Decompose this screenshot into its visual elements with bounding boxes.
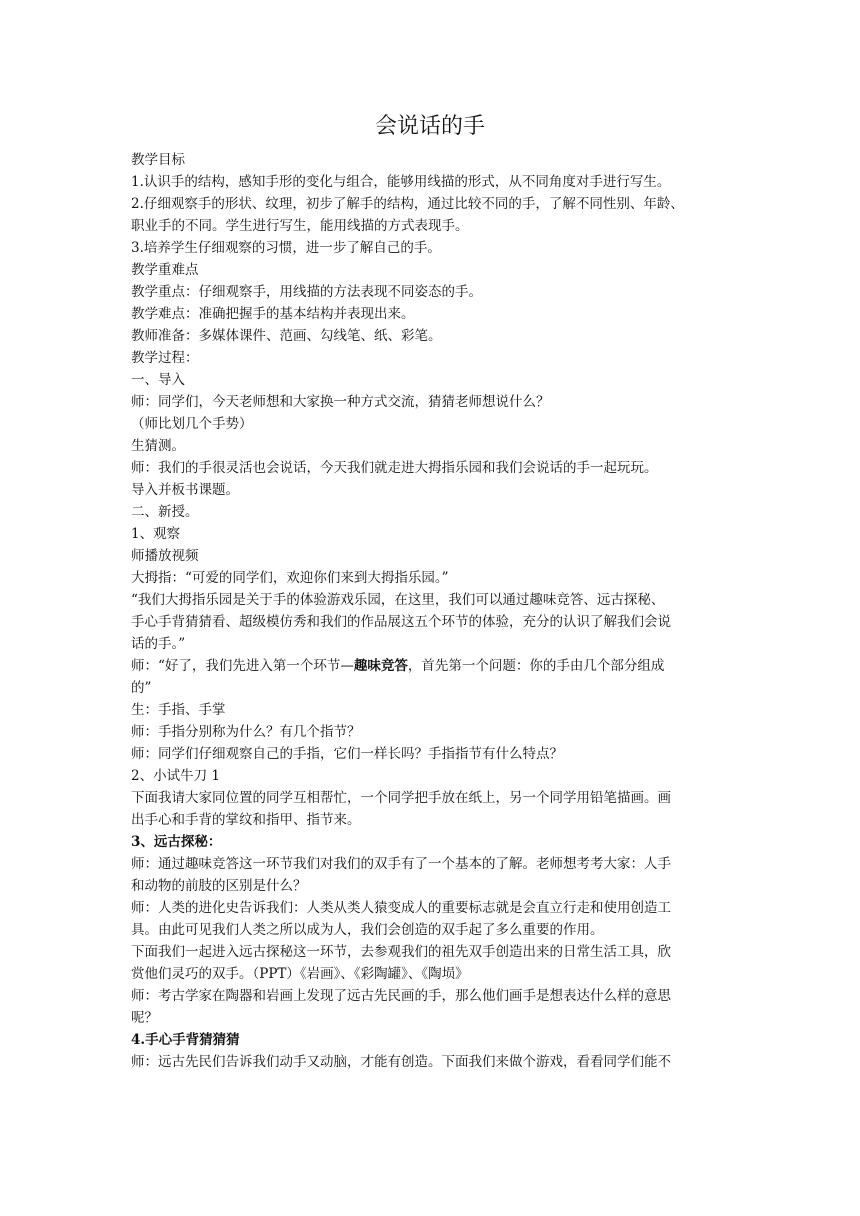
paragraph-line: 导入并板书课题。	[131, 482, 239, 498]
line-text: 师：“好了，我们先进入第一个环节—	[131, 658, 354, 674]
document-title: 会说话的手	[374, 114, 485, 139]
paragraph-line: 师：手指分别称为什么？有几个指节？	[131, 724, 361, 740]
document-body	[131, 149, 732, 1073]
paragraph-line: 2.仔细观察手的形状、纹理，初步了解手的结构，通过比较不同的手，了解不同性别、年龄、	[131, 196, 684, 212]
paragraph-line: 师：考古学家在陶器和岩画上发现了远古先民画的手，那么他们画手是想表达什么样的意思	[131, 988, 671, 1004]
section-heading: 2、小试牛刀 1	[131, 768, 220, 784]
paragraph-line: 下面我请大家同位置的同学互相帮忙，一个同学把手放在纸上，另一个同学用铅笔描画。画	[131, 790, 671, 806]
paragraph-line: 和动物的前肢的区别是什么？	[131, 878, 307, 894]
paragraph-line: 生猜测。	[131, 438, 185, 454]
paragraph-line: 师：同学们，今天老师想和大家换一种方式交流，猜猜老师想说什么？	[131, 394, 550, 410]
paragraph-line: “我们大拇指乐园是关于手的体验游戏乐园，在这里，我们可以通过趣味竞答、远古探秘、	[131, 592, 665, 608]
paragraph-line: （师比划几个手势）	[131, 416, 253, 432]
paragraph-line: 话的手。”	[131, 636, 186, 652]
paragraph-line: 师：远古先民们告诉我们动手又动脑，才能有创造。下面我们来做个游戏，看看同学们能不	[131, 1054, 671, 1070]
paragraph-line: 生：手指、手掌	[131, 702, 226, 718]
bold-term: 趣味竞答	[353, 658, 408, 674]
section-heading: 1、观察	[131, 526, 181, 542]
paragraph-line: 大拇指：“可爱的同学们，欢迎你们来到大拇指乐园。”	[131, 570, 449, 586]
paragraph-line: 1.认识手的结构，感知手形的变化与组合，能够用线描的形式，从不同角度对手进行写生。	[131, 174, 671, 190]
section-heading-bold: 3、远古探秘：	[131, 834, 222, 850]
paragraph-line: 赏他们灵巧的双手。（PPT）《岩画》、《彩陶罐》、《陶埙》	[131, 966, 469, 982]
paragraph-line: 出手心和手背的掌纹和指甲、指节来。	[131, 812, 361, 828]
paragraph-line: 手心手背猜猜看、超级模仿秀和我们的作品展这五个环节的体验，充分的认识了解我们会说	[131, 614, 671, 630]
paragraph-line: 呢？	[131, 1010, 158, 1026]
section-heading: 教学过程：	[131, 350, 199, 366]
paragraph-line: 师：通过趣味竞答这一环节我们对我们的双手有了一个基本的了解。老师想考考大家：人手	[131, 856, 671, 872]
paragraph-line: 下面我们一起进入远古探秘这一环节，去参观我们的祖先双手创造出来的日常生活工具，欣	[131, 944, 671, 960]
section-heading: 二、新授。	[131, 504, 199, 520]
paragraph-line: 的”	[131, 680, 152, 696]
paragraph-line: 教学难点：准确把握手的基本结构并表现出来。	[131, 306, 415, 322]
section-heading: 教学目标	[131, 152, 185, 168]
paragraph-line: 教师准备：多媒体课件、范画、勾线笔、纸、彩笔。	[131, 328, 442, 344]
paragraph-line	[131, 655, 732, 677]
section-heading: 一、导入	[131, 372, 185, 388]
paragraph-line: 师：我们的手很灵活也会说话，今天我们就走进大拇指乐园和我们会说话的手一起玩玩。	[131, 460, 658, 476]
paragraph-line: 具。由此可见我们人类之所以成为人，我们会创造的双手起了多么重要的作用。	[131, 922, 604, 938]
line-text: ，首先第一个问题：你的手由几个部分组成	[407, 658, 665, 674]
paragraph-line: 师：同学们仔细观察自己的手指，它们一样长吗？手指指节有什么特点？	[131, 746, 563, 762]
section-heading-bold: 4.手心手背猜猜猜	[131, 1032, 240, 1048]
paragraph-line: 师：人类的进化史告诉我们：人类从类人猿变成人的重要标志就是会直立行走和使用创造工	[131, 900, 671, 916]
paragraph-line: 教学重点：仔细观察手，用线描的方法表现不同姿态的手。	[131, 284, 482, 300]
paragraph-line: 3.培养学生仔细观察的习惯，进一步了解自己的手。	[131, 240, 441, 256]
paragraph-line: 职业手的不同。学生进行写生，能用线描的方式表现手。	[131, 218, 469, 234]
section-heading: 教学重难点	[131, 262, 199, 278]
paragraph-line: 师播放视频	[131, 548, 199, 564]
